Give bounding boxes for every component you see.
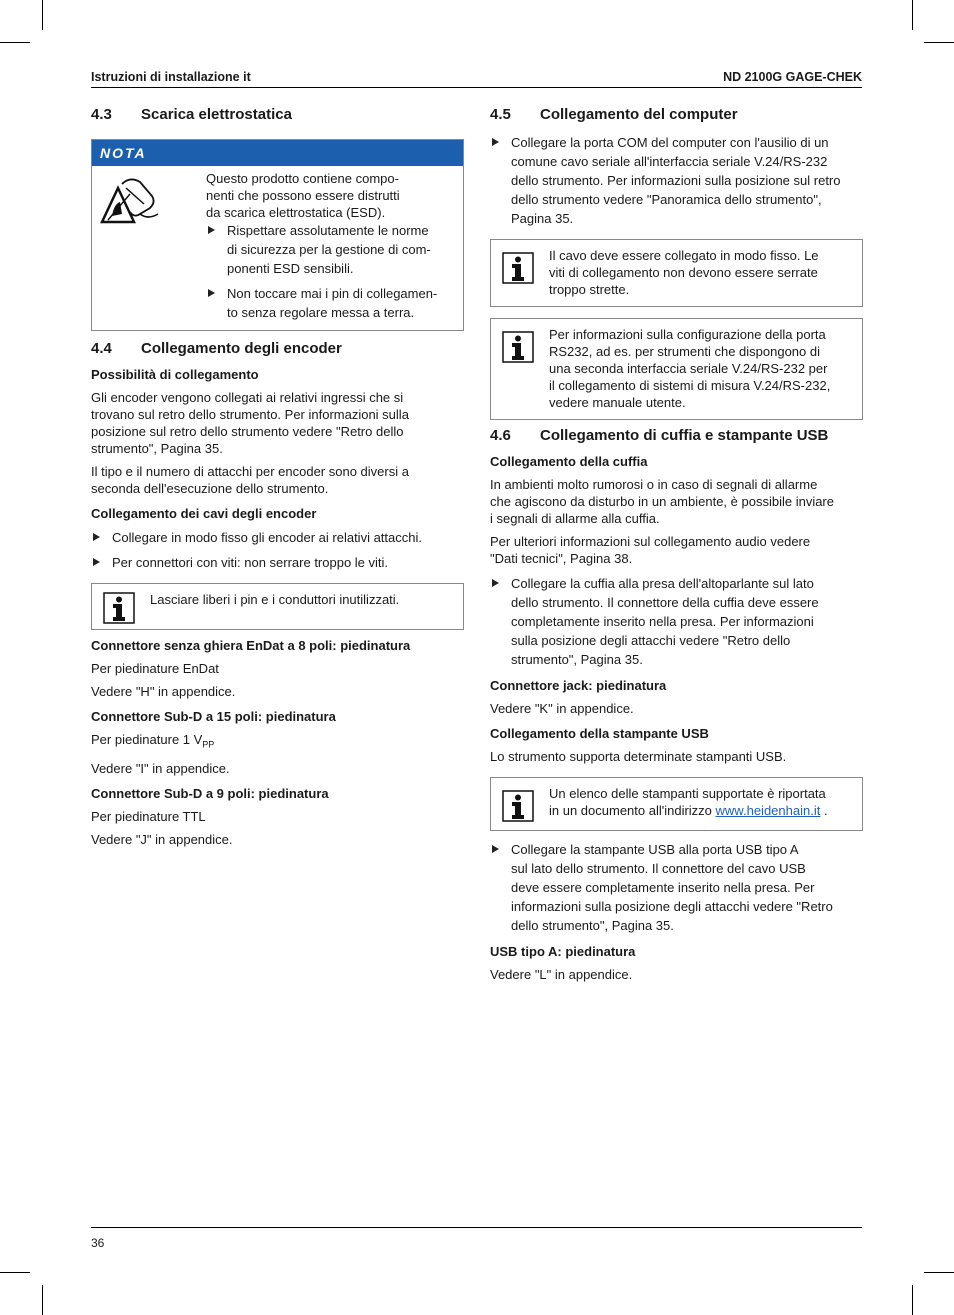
- bullet-arrow-icon: [492, 138, 499, 146]
- bullet-item: Per connettori con viti: non serrare troppo le viti.: [91, 553, 464, 572]
- esd-warning-icon: [100, 174, 160, 224]
- text-line: Vedere "L" in appendice.: [490, 967, 633, 982]
- subheading: Connettore senza ghiera EnDat a 8 poli: piedinatura: [91, 638, 411, 653]
- bullet-arrow-icon: [492, 845, 499, 853]
- info-text: Un elenco delle stampanti supportate è riportata in un documento all'indirizzo www.heidenhain.it .: [549, 778, 862, 827]
- nota-intro-line: nenti che possono essere distrutti: [206, 188, 400, 203]
- nota-box: [91, 139, 464, 331]
- info-icon: [502, 331, 534, 363]
- section-title: Collegamento del computer: [540, 106, 738, 123]
- bullet-arrow-icon: [208, 289, 215, 297]
- text-line: Per piedinature 1 $V_{PP}$: [91, 732, 215, 750]
- section-heading-4-5: [490, 105, 863, 125]
- bullet-item: Collegare in modo fisso gli encoder ai relativi attacchi.: [91, 528, 464, 547]
- crop-mark: [0, 42, 30, 43]
- bullet-item: Collegare la stampante USB alla porta USB tipo A sul lato dello strumento. Il connettore del cavo USB deve essere completamente inserito nella presa. Per informazioni sulla posizione degli attacchi vedere "Retro dello strumento", Pagina 35.: [490, 840, 863, 935]
- info-text: Per informazioni sulla configurazione della porta RS232, ad es. per strumenti che dispongono di una seconda interfaccia seriale V.24/RS-232 per il collegamento di sistemi di misura V.24/RS-232, vedere manuale utente.: [549, 327, 831, 410]
- bullet-arrow-icon: [208, 226, 215, 234]
- subheading: Collegamento della cuffia: [490, 454, 648, 469]
- crop-mark: [912, 1285, 913, 1315]
- section-heading-4-3: [91, 105, 464, 125]
- crop-mark: [0, 1272, 30, 1273]
- info-icon: [502, 252, 534, 284]
- nota-bullet: Non toccare mai i pin di collegamen- to senza regolare messa a terra.: [206, 284, 455, 322]
- nota-intro-line: Questo prodotto contiene compo-: [206, 171, 399, 186]
- bullet-item: Collegare la cuffia alla presa dell'altoparlante sul lato dello strumento. Il connettore della cuffia deve essere completamente inserito nella presa. Per informazioni sulla posizione degli attacchi vedere "Retro dello strumento", Pagina 35.: [490, 574, 863, 669]
- crop-mark: [42, 1285, 43, 1315]
- info-box: [490, 239, 863, 307]
- heidenhain-link[interactable]: www.heidenhain.it: [715, 803, 821, 818]
- text-line: Per piedinature EnDat: [91, 661, 219, 676]
- paragraph: Il tipo e il numero di attacchi per encoder sono diversi a seconda dell'esecuzione dello strumento.: [91, 464, 409, 496]
- crop-mark: [924, 42, 954, 43]
- subheading: Collegamento dei cavi degli encoder: [91, 506, 317, 521]
- paragraph: In ambienti molto rumorosi o in caso di segnali di allarme che agiscono da disturbo in un ambiente, è possibile inviare i segnali di allarme alla cuffia.: [490, 477, 834, 526]
- text-line: Vedere "J" in appendice.: [91, 831, 233, 847]
- subheading: Connettore jack: piedinatura: [490, 678, 667, 693]
- info-box: [91, 583, 464, 630]
- section-heading-4-6: [490, 426, 863, 446]
- nota-bullet: Rispettare assolutamente le norme di sicurezza per la gestione di com- ponenti ESD sensibili.: [206, 221, 455, 278]
- text-line: Vedere "I" in appendice.: [91, 760, 230, 776]
- section-heading-4-4: [91, 339, 464, 359]
- section-title: Collegamento di cuffia e stampante USB: [540, 427, 829, 444]
- subheading: Possibilità di collegamento: [91, 367, 259, 382]
- left-column: [91, 105, 464, 848]
- section-number: 4.6: [490, 427, 511, 444]
- crop-mark: [912, 0, 913, 30]
- paragraph: Per ulteriori informazioni sul collegamento audio vedere "Dati tecnici", Pagina 38.: [490, 534, 811, 566]
- section-number: 4.3: [91, 106, 112, 123]
- subheading: Collegamento della stampante USB: [490, 726, 709, 741]
- bullet-arrow-icon: [93, 558, 100, 566]
- crop-mark: [42, 0, 43, 30]
- bullet-arrow-icon: [93, 533, 100, 541]
- subheading: Connettore Sub-D a 9 poli: piedinatura: [91, 785, 329, 801]
- info-box: [490, 318, 863, 420]
- header-left: Istruzioni di installazione it: [91, 70, 251, 84]
- nota-intro-line: da scarica elettrostatica (ESD).: [206, 205, 386, 220]
- section-title: Collegamento degli encoder: [141, 340, 342, 357]
- crop-mark: [924, 1272, 954, 1273]
- info-text: Lasciare liberi i pin e i conduttori inutilizzati.: [150, 592, 400, 607]
- running-header: [91, 69, 862, 88]
- text-line: Vedere "K" in appendice.: [490, 701, 634, 716]
- subheading: USB tipo A: piedinatura: [490, 944, 636, 959]
- info-icon: [502, 790, 534, 822]
- info-icon: [103, 592, 135, 624]
- info-line-with-link: in un documento all'indirizzo www.heidenhain.it .: [549, 803, 828, 818]
- text-line: Per piedinature TTL: [91, 808, 206, 824]
- bullet-item: Collegare la porta COM del computer con l'ausilio di un comune cavo seriale all'interfaccia seriale V.24/RS-232 dello strumento. Per informazioni sulla posizione sul retro dello strumento vedere "Panoramica dello strumento", Pagina 35.: [490, 133, 863, 228]
- nota-label: NOTA: [92, 140, 463, 166]
- info-box: [490, 777, 863, 831]
- text-line: Lo strumento supporta determinate stampanti USB.: [490, 749, 787, 764]
- page-number: 36: [91, 1236, 105, 1250]
- subheading: Connettore Sub-D a 15 poli: piedinatura: [91, 709, 336, 724]
- right-column: [490, 105, 863, 983]
- footer-rule: [91, 1227, 862, 1228]
- paragraph: Gli encoder vengono collegati ai relativi ingressi che si trovano sul retro dello strumento. Per informazioni sulla posizione sul retro dello strumento vedere "Retro dello strumento", Pagina 35.: [91, 390, 409, 456]
- info-text: Il cavo deve essere collegato in modo fisso. Le viti di collegamento non devono essere serrate troppo strette.: [549, 248, 819, 297]
- header-right: ND 2100G GAGE-CHEK: [723, 70, 862, 84]
- section-number: 4.4: [91, 340, 112, 357]
- bullet-arrow-icon: [492, 579, 499, 587]
- text-line: Vedere "H" in appendice.: [91, 684, 236, 699]
- section-title: Scarica elettrostatica: [141, 106, 292, 123]
- section-number: 4.5: [490, 106, 511, 123]
